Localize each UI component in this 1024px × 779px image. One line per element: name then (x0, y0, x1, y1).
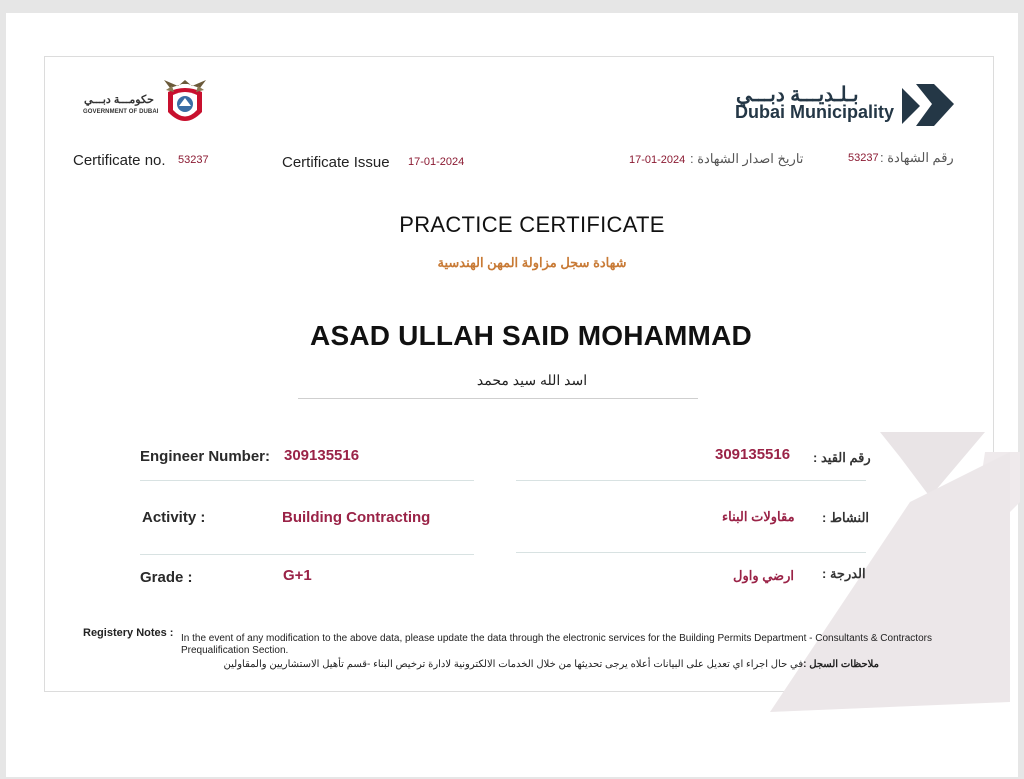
certificate-no-value-ar: 53237 (848, 152, 879, 164)
activity-label-ar: النشاط : (822, 510, 870, 525)
grade-label: Grade : (140, 569, 193, 586)
engineer-number-label: Engineer Number: (140, 448, 271, 465)
divider (140, 480, 474, 481)
registry-notes-ar (223, 659, 879, 670)
page-title: PRACTICE CERTIFICATE (399, 212, 665, 237)
dm-name-en: Dubai Municipality (735, 102, 895, 122)
registry-notes-text: In the event of any modification to the above data, please update the data through the electronic services for the Building Permits Department - Consultants & Contractors Prequalification Section. (181, 633, 932, 656)
grade-value-ar: ارضي واول (733, 568, 794, 583)
gov-name-ar: حكومـــة دبـــي (84, 94, 154, 106)
registry-notes-label-ar: ملاحظات السجل : (803, 659, 879, 670)
engineer-number-label-ar: رقم القيد : (813, 450, 871, 465)
holder-name: ASAD ULLAH SAID MOHAMMAD (310, 320, 752, 351)
certificate-no-value: 53237 (178, 154, 209, 166)
certificate-no-label: Certificate no. (73, 152, 166, 169)
certificate-issue-label-ar: تاريخ اصدار الشهادة : (690, 151, 804, 166)
grade-value: G+1 (283, 567, 312, 584)
holder-name-ar: اسد الله سيد محمد (476, 372, 588, 388)
certificate-issue-value: 17-01-2024 (408, 156, 465, 168)
gov-name-en: GOVERNMENT OF DUBAI (83, 109, 159, 115)
page-subtitle-ar: شهادة سجل مزاولة المهن الهندسية (437, 255, 627, 270)
registry-notes-text-ar: في حال اجراء اي تعديل على البيانات أعلاه يرجى تحديثها من خلال الخدمات الالكترونية لادارة ترخيص البناء -قسم تأهيل الاستشاريين والمقاولين (223, 659, 804, 670)
certificate-issue-value-ar: 17-01-2024 (629, 154, 686, 166)
name-divider (298, 398, 698, 399)
activity-value-ar: مقاولات البناء (722, 509, 795, 524)
dm-name-ar: بـلـديـــة دبـــي (736, 84, 859, 106)
divider (516, 552, 866, 553)
dubai-municipality-mark-icon (902, 84, 954, 126)
decorative-watermark (760, 432, 1020, 714)
certificate-issue-label: Certificate Issue (282, 154, 390, 171)
grade-label-ar: الدرجة : (822, 566, 866, 581)
activity-value: Building Contracting (282, 509, 431, 526)
certificate-no-label-ar: رقم الشهادة : (880, 150, 954, 165)
divider (516, 480, 866, 481)
activity-label: Activity : (142, 509, 206, 526)
engineer-number-value-ar: 309135516 (715, 446, 791, 463)
government-of-dubai-logo (82, 78, 224, 138)
engineer-number-value: 309135516 (284, 447, 360, 464)
divider (140, 554, 474, 555)
registry-notes-label: Registery Notes : (83, 627, 174, 639)
